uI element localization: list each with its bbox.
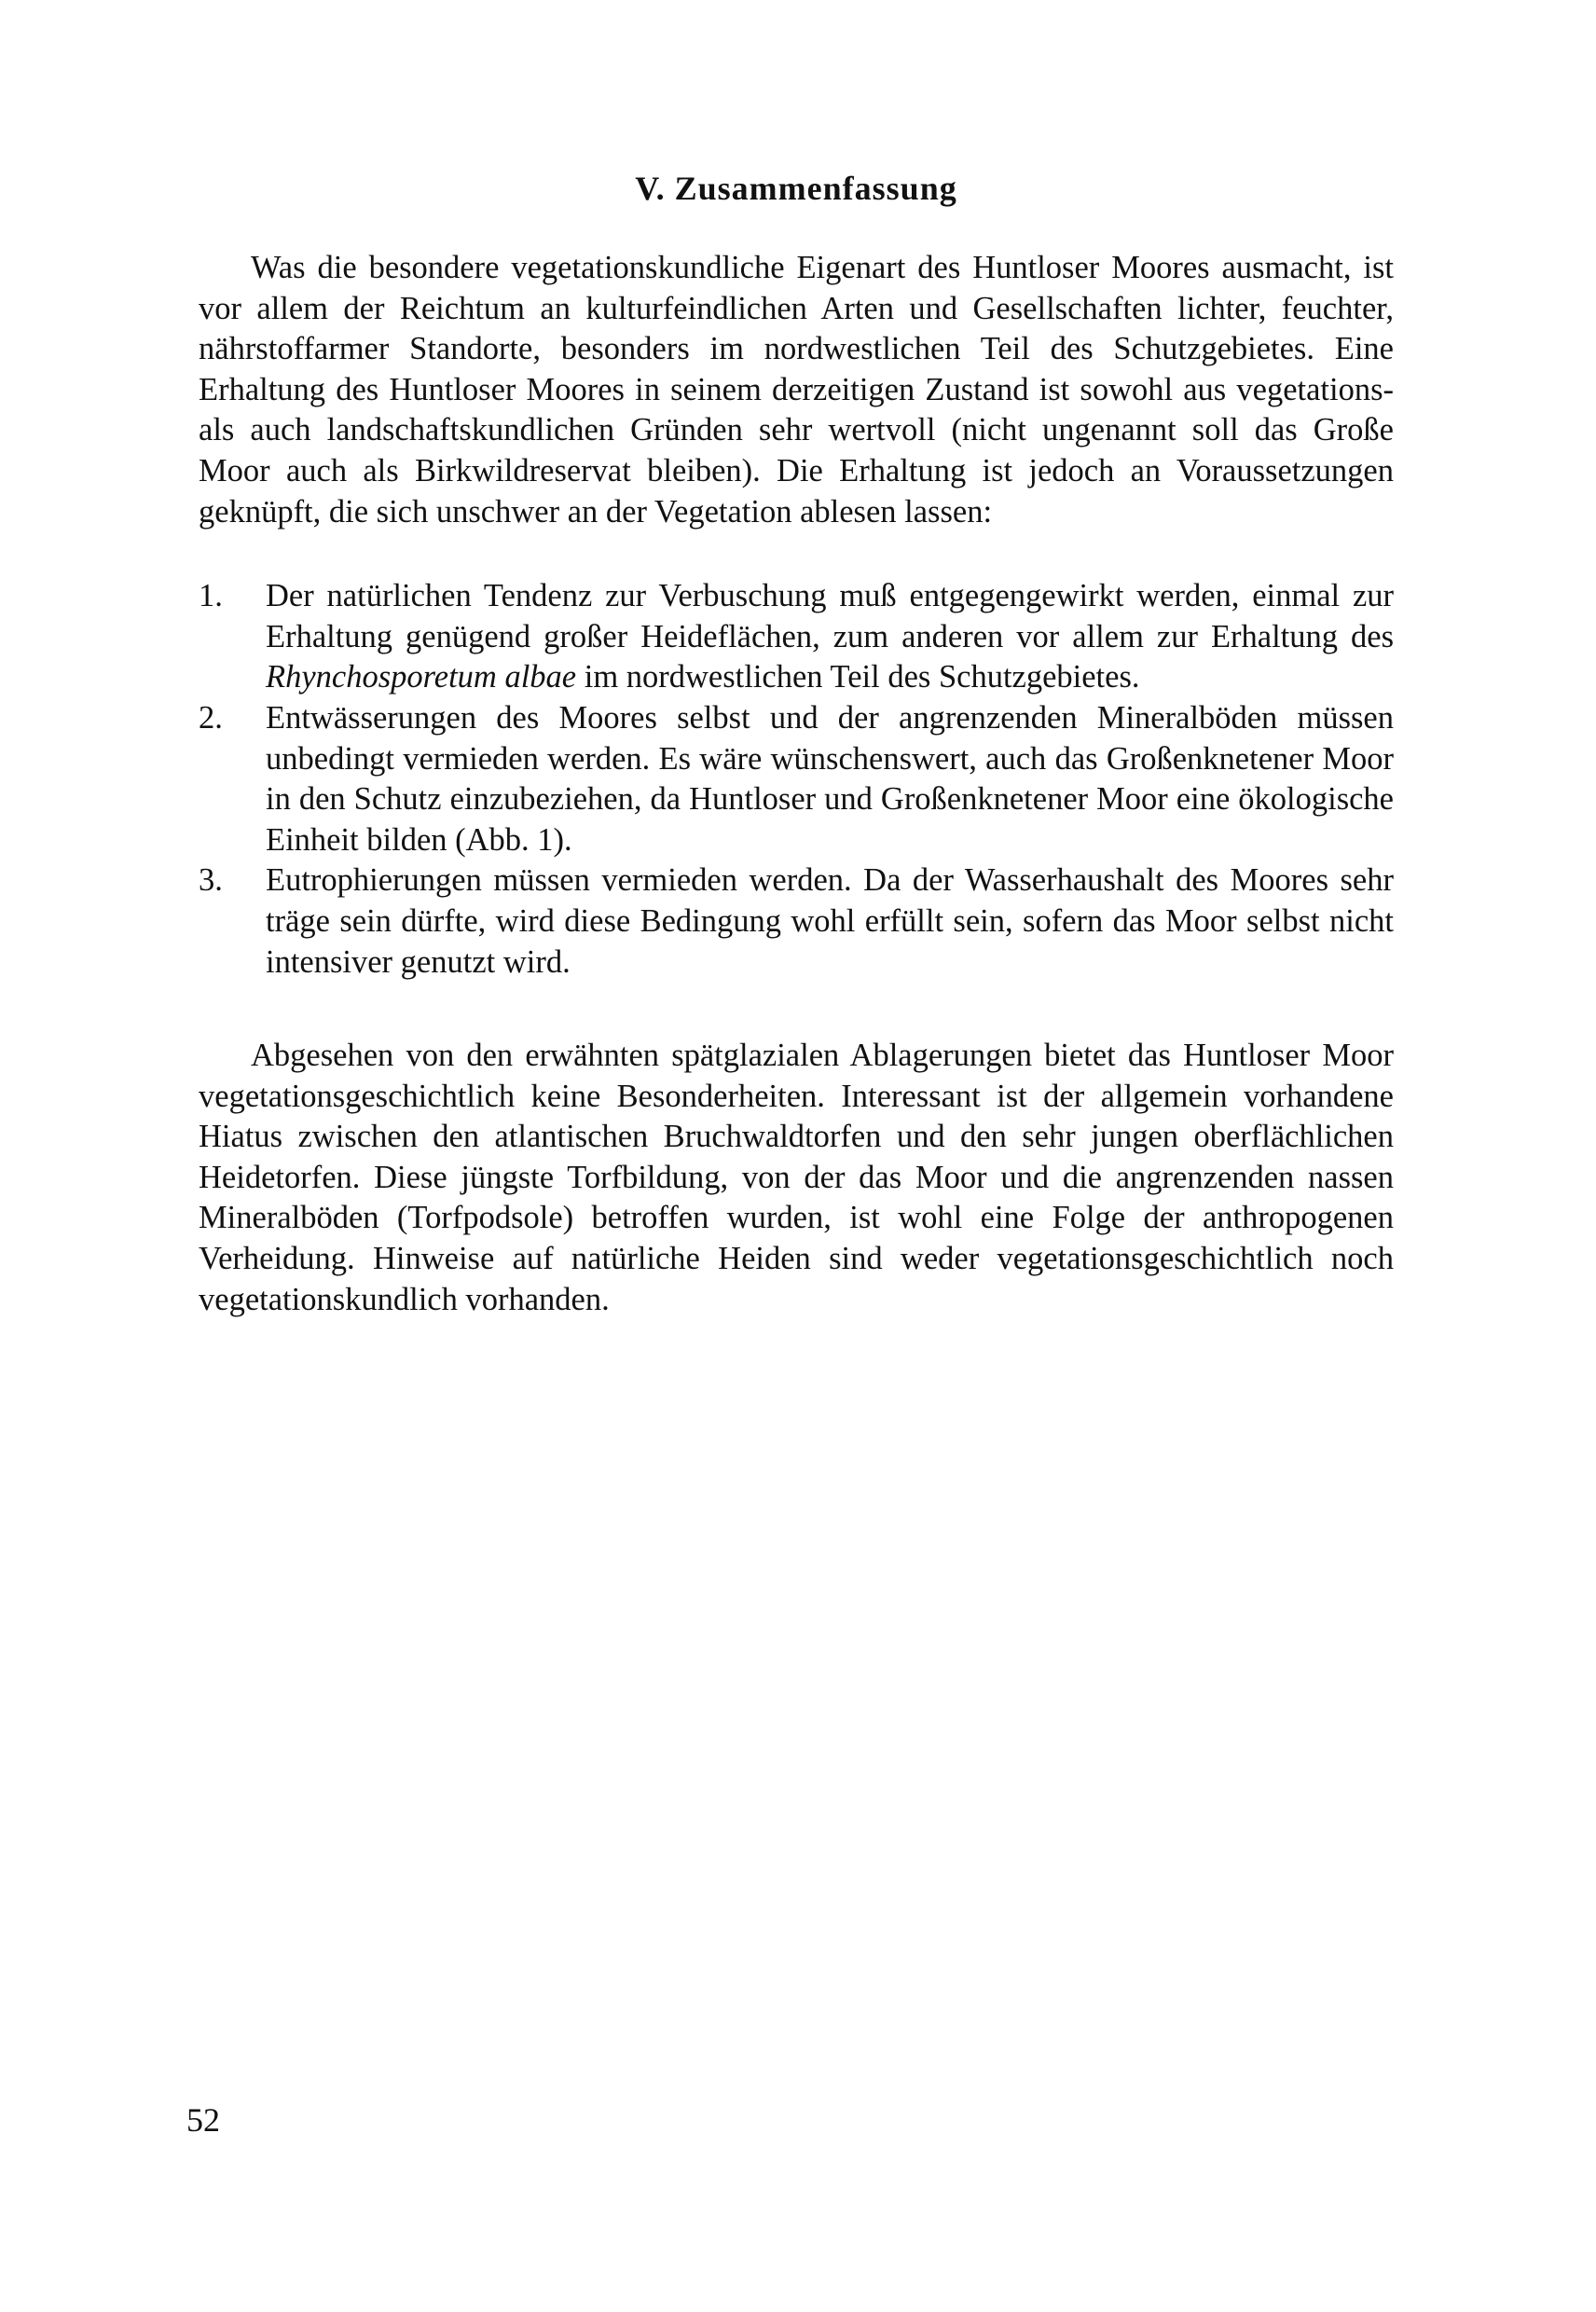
list-item-number: 1.: [199, 578, 223, 614]
page-number: 52: [186, 2101, 220, 2139]
page-body: [199, 168, 1394, 1320]
list-item: [199, 860, 1394, 983]
list-item-number: 2.: [199, 699, 223, 736]
list-item-species-name: Rhynchosporetum albae: [266, 659, 577, 695]
numbered-list: [199, 576, 1394, 983]
list-item-number: 3.: [199, 862, 223, 899]
section-heading: V. Zusammenfassung: [635, 170, 957, 207]
list-item-text: Der natürlichen Tendenz zur Verbuschung muß entgegengewirkt werden, einmal zur Erhaltung genügend großer Heideflächen, zum anderen vor allem zur Erhaltung des: [266, 578, 1394, 654]
list-item: [199, 698, 1394, 860]
intro-paragraph: Was die besondere vegetationskundliche Eigenart des Huntloser Moores ausmacht, ist vor allem der Reichtum an kulturfeindlichen Arten und Gesellschaften lichter, feuchter, nährstoffarmer Standorte, besonders im nordwestlichen Teil des Schutzgebietes. Eine Erhaltung des Huntloser Moores in seinem derzeitigen Zustand ist sowohl aus vegetations- als auch landschaftskundlichen Gründen sehr wertvoll (nicht ungenannt soll das Große Moor auch als Birkwildreservat bleiben). Die Erhaltung ist jedoch an Voraussetzungen geknüpft, die sich unschwer an der Vegetation ablesen lassen:: [199, 250, 1394, 530]
closing-paragraph: Abgesehen von den erwähnten spätglazialen Ablagerungen bietet das Huntloser Moor vegetationsgeschichtlich keine Besonderheiten. Interessant ist der allgemein vorhandene Hiatus zwischen den atlantischen Bruchwaldtorfen und den sehr jungen oberflächlichen Heidetorfen. Diese jüngste Torfbildung, von der das Moor und die angrenzenden nassen Mineralböden (Torfpodsole) betroffen wurden, ist wohl eine Folge der anthropogenen Verheidung. Hinweise auf natürliche Heiden sind weder vegetationsgeschichtlich noch vegetationskundlich vorhanden.: [199, 1038, 1394, 1317]
list-item-text-continued: im nordwestlichen Teil des Schutzgebietes.: [576, 659, 1140, 695]
list-item-text: Entwässerungen des Moores selbst und der angrenzenden Mineralböden müssen unbedingt vermieden werden. Es wäre wünschenswert, auch das Großenknetener Moor in den Schutz einzubeziehen, da Huntloser und Großenknetener Moor eine ökologische Einheit bilden (Abb. 1).: [266, 699, 1394, 858]
list-item: [199, 576, 1394, 698]
list-item-text: Eutrophierungen müssen vermieden werden. Da der Wasserhaushalt des Moores sehr träge sein dürfte, wird diese Bedingung wohl erfüllt sein, sofern das Moor selbst nicht intensiver genutzt wird.: [266, 862, 1394, 980]
